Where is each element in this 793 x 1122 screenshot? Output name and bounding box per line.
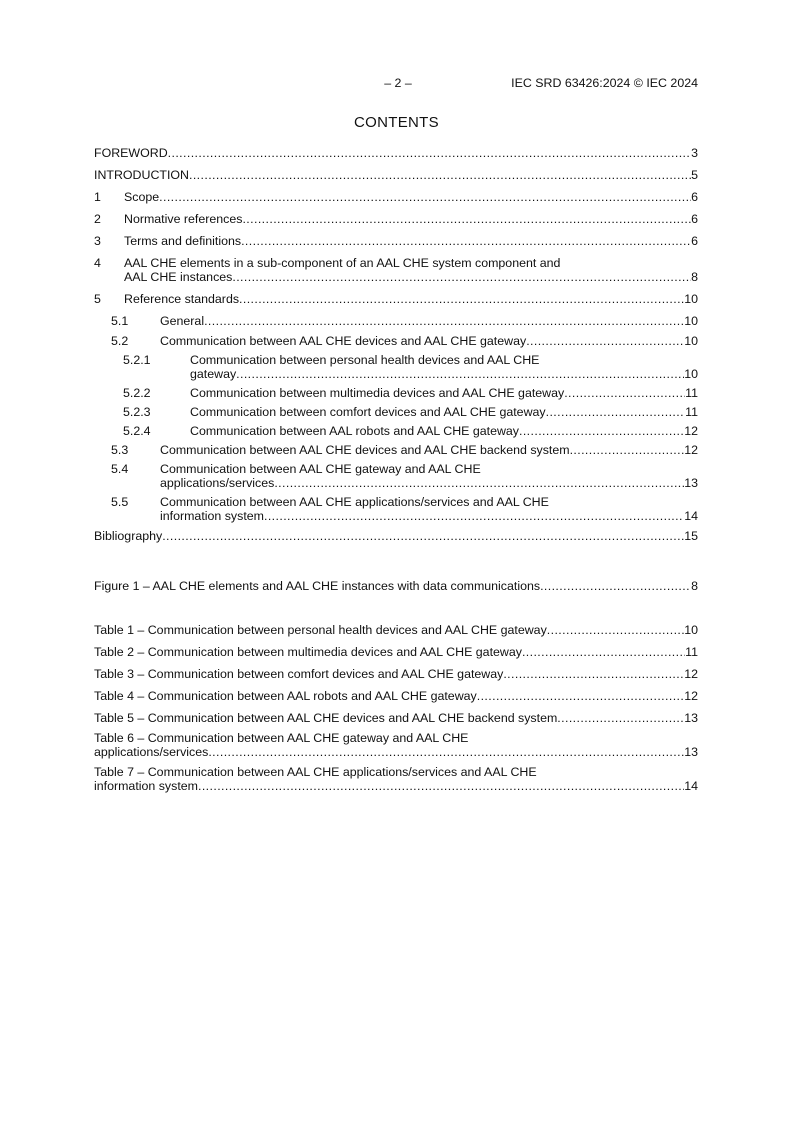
toc-entry-title: Communication between AAL robots and AAL CHE gateway <box>190 424 519 438</box>
leader-dots <box>540 579 691 593</box>
toc-entry-page: 3 <box>691 146 698 160</box>
toc-entry-title: AAL CHE elements in a sub-component of an AAL CHE system component and <box>124 256 561 270</box>
table-entry-title: information system <box>94 779 198 793</box>
toc-entry-number: 5.1 <box>111 314 129 328</box>
toc-entry-title: INTRODUCTION <box>94 168 189 182</box>
leader-dots <box>236 367 684 381</box>
leader-dots <box>241 234 691 248</box>
leader-dots <box>208 745 684 759</box>
leader-dots <box>232 270 691 284</box>
figure-entry-page: 8 <box>691 579 698 593</box>
leader-dots <box>264 509 684 523</box>
toc-entry-title: AAL CHE instances <box>124 270 233 284</box>
leader-dots <box>570 443 685 457</box>
table-entry[interactable] <box>94 765 698 793</box>
toc-entry-5-4[interactable] <box>94 462 698 490</box>
toc-entry-page: 10 <box>684 314 698 328</box>
toc-entry-5-1[interactable] <box>94 314 698 328</box>
table-entry-title: applications/services <box>94 745 209 759</box>
toc-entry-title: Communication between AAL CHE devices and AAL CHE gateway <box>160 334 527 348</box>
toc-entry-title: Communication between multimedia devices and AAL CHE gateway <box>190 386 565 400</box>
toc-entry-page: 12 <box>684 424 698 438</box>
toc-entry-5-2-3[interactable] <box>94 405 698 419</box>
toc-entry-page: 14 <box>684 509 698 523</box>
toc-entry-5[interactable] <box>94 292 698 306</box>
table-entry[interactable] <box>94 645 698 659</box>
figure-entry-title: Figure 1 – AAL CHE elements and AAL CHE instances with data communications <box>94 579 541 593</box>
toc-entry-page: 10 <box>684 292 698 306</box>
toc-entry-5-3[interactable] <box>94 443 698 457</box>
leader-dots <box>522 645 685 659</box>
leader-dots <box>546 405 686 419</box>
toc-entry-number: 5.2.1 <box>123 353 151 367</box>
table-entry-title: Table 6 – Communication between AAL CHE gateway and AAL CHE <box>94 731 469 745</box>
toc-entry-1[interactable] <box>94 190 698 204</box>
toc-entry-number: 2 <box>94 212 101 226</box>
toc-figure-list <box>94 579 698 593</box>
toc-entry-3[interactable] <box>94 234 698 248</box>
table-entry-title: Table 1 – Communication between personal health devices and AAL CHE gateway <box>94 623 547 637</box>
toc-entry-title: Reference standards <box>124 292 240 306</box>
toc-entry-number: 5 <box>94 292 101 306</box>
toc-entry-2[interactable] <box>94 212 698 226</box>
toc-entry-title: General <box>160 314 205 328</box>
leader-dots <box>242 212 691 226</box>
leader-dots <box>477 689 684 703</box>
toc-entry-page: 11 <box>685 405 698 419</box>
toc-entry-title: Bibliography <box>94 529 163 543</box>
toc-entry-page: 12 <box>684 443 698 457</box>
table-entry-page: 12 <box>684 667 698 681</box>
leader-dots <box>547 623 684 637</box>
leader-dots <box>162 529 684 543</box>
table-entry[interactable] <box>94 667 698 681</box>
table-entry-page: 12 <box>684 689 698 703</box>
leader-dots <box>239 292 684 306</box>
toc-entry-page: 13 <box>684 476 698 490</box>
toc-entry-5-2[interactable] <box>94 334 698 348</box>
leader-dots <box>503 667 684 681</box>
toc-entry-title: Communication between AAL CHE devices and AAL CHE backend system <box>160 443 570 457</box>
table-entry[interactable] <box>94 689 698 703</box>
toc-entry-number: 5.2 <box>111 334 129 348</box>
toc-entry-title: Scope <box>124 190 160 204</box>
toc-entry-page: 10 <box>684 367 698 381</box>
toc-entry-page: 6 <box>691 190 698 204</box>
leader-dots <box>189 168 691 182</box>
leader-dots <box>526 334 684 348</box>
toc-entry-4[interactable] <box>94 256 698 284</box>
toc-entry-5-2-2[interactable] <box>94 386 698 400</box>
table-entry-page: 13 <box>684 711 698 725</box>
toc-entry-title: Communication between comfort devices and AAL CHE gateway <box>190 405 546 419</box>
table-entry[interactable] <box>94 731 698 759</box>
toc-entry-bibliography[interactable] <box>94 529 698 543</box>
toc-entry-number: 5.3 <box>111 443 129 457</box>
table-entry-title: Table 4 – Communication between AAL robots and AAL CHE gateway <box>94 689 477 703</box>
leader-dots <box>557 711 684 725</box>
leader-dots <box>168 146 691 160</box>
table-entry-title: Table 7 – Communication between AAL CHE applications/services and AAL CHE <box>94 765 537 779</box>
toc-entry-number: 5.2.4 <box>123 424 151 438</box>
table-entry-title: Table 3 – Communication between comfort devices and AAL CHE gateway <box>94 667 504 681</box>
toc-entry-number: 1 <box>94 190 101 204</box>
toc-entry-number: 5.5 <box>111 495 129 509</box>
leader-dots <box>204 314 684 328</box>
table-entry[interactable] <box>94 711 698 725</box>
leader-dots <box>519 424 684 438</box>
toc-entry-page: 8 <box>691 270 698 284</box>
toc-entry-number: 5.4 <box>111 462 129 476</box>
page-number: – 2 – <box>384 76 412 90</box>
toc-entry-page: 11 <box>685 386 698 400</box>
toc-entry-page: 10 <box>684 334 698 348</box>
toc-entry-title: applications/services <box>160 476 275 490</box>
leader-dots <box>564 386 685 400</box>
toc-entry-page: 15 <box>684 529 698 543</box>
toc-entry-title: Communication between AAL CHE gateway and AAL CHE <box>160 462 481 476</box>
toc-entry-title: Terms and definitions <box>124 234 242 248</box>
table-entry-page: 10 <box>684 623 698 637</box>
figure-entry[interactable] <box>94 579 698 593</box>
toc-entry-number: 3 <box>94 234 101 248</box>
toc-entry-5-5[interactable] <box>94 495 698 523</box>
document-id: IEC SRD 63426:2024 © IEC 2024 <box>511 76 698 90</box>
table-entry-title: Table 5 – Communication between AAL CHE devices and AAL CHE backend system <box>94 711 558 725</box>
page-header <box>94 76 698 92</box>
toc-section-list <box>94 146 698 543</box>
toc-entry-introduction[interactable] <box>94 168 698 182</box>
toc-entry-5-2-4[interactable] <box>94 424 698 438</box>
contents-title: CONTENTS <box>354 114 439 131</box>
leader-dots <box>274 476 684 490</box>
toc-entry-number: 5.2.2 <box>123 386 151 400</box>
table-entry[interactable] <box>94 623 698 637</box>
table-entry-page: 14 <box>684 779 698 793</box>
toc-entry-title: information system <box>160 509 264 523</box>
toc-entry-page: 6 <box>691 234 698 248</box>
toc-entry-number: 4 <box>94 256 101 270</box>
table-entry-page: 13 <box>684 745 698 759</box>
toc-entry-page: 5 <box>691 168 698 182</box>
table-entry-page: 11 <box>685 645 698 659</box>
toc-entry-title: Communication between personal health devices and AAL CHE <box>190 353 540 367</box>
toc-table-list <box>94 623 698 793</box>
toc-entry-foreword[interactable] <box>94 146 698 160</box>
toc-entry-title: Normative references <box>124 212 243 226</box>
toc-entry-title: Communication between AAL CHE applications/services and AAL CHE <box>160 495 549 509</box>
toc-entry-number: 5.2.3 <box>123 405 151 419</box>
leader-dots <box>159 190 691 204</box>
leader-dots <box>198 779 684 793</box>
table-entry-title: Table 2 – Communication between multimedia devices and AAL CHE gateway <box>94 645 522 659</box>
toc-entry-title: FOREWORD <box>94 146 168 160</box>
toc-entry-page: 6 <box>691 212 698 226</box>
toc-entry-title: gateway <box>190 367 237 381</box>
toc-entry-5-2-1[interactable] <box>94 353 698 381</box>
